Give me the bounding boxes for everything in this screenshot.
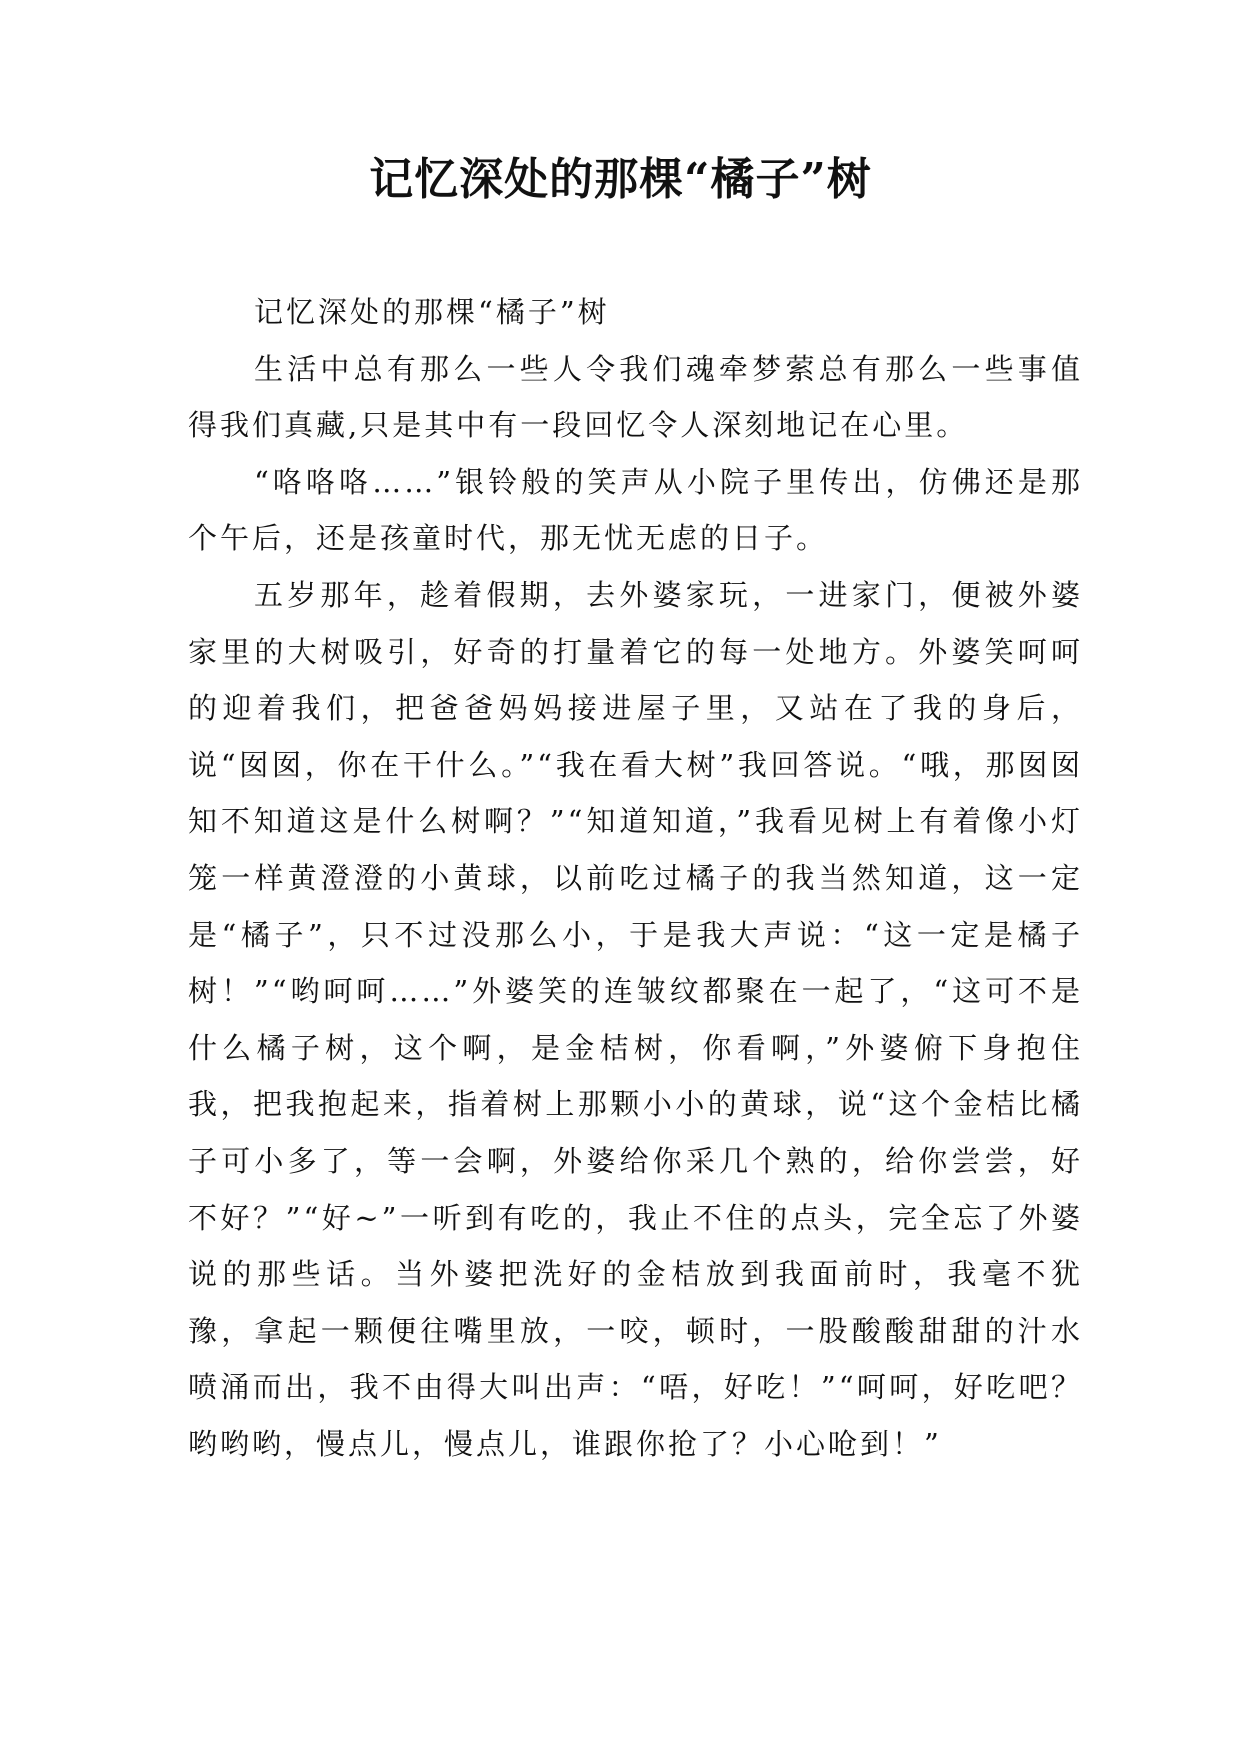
document-title: 记忆深处的那棵“橘子”树 <box>369 154 872 205</box>
paragraph-subtitle: 记忆深处的那棵“橘子”树 <box>254 295 610 329</box>
paragraph-laughter: “咯咯咯……”银铃般的笑声从小院子里传出，仿佛还是那个午后，还是孩童时代，那无忧无虑的日子。 <box>188 464 1083 556</box>
paragraph-intro: 生活中总有那么一些人令我们魂牵梦萦总有那么一些事值得我们真藏,只是其中有一段回忆令人深刻地记在心里。 <box>188 351 1083 443</box>
document-body <box>188 284 1083 1472</box>
paragraph-story: 五岁那年，趁着假期，去外婆家玩，一进家门，便被外婆家里的大树吸引，好奇的打量着它的每一处地方。外婆笑呵呵的迎着我们，把爸爸妈妈接进屋子里，又站在了我的身后，说“囡囡，你在干什么。”“我在看大树”我回答说。“哦，那囡囡知不知道这是什么树啊？”“知道知道，”我看见树上有着像小灯笼一样黄澄澄的小黄球，以前吃过橘子的我当然知道，这一定是“橘子”，只不过没那么小，于是我大声说：“这一定是橘子树！”“哟呵呵……”外婆笑的连皱纹都聚在一起了，“这可不是什么橘子树，这个啊，是金桔树，你看啊，”外婆俯下身抱住我，把我抱起来，指着树上那颗小小的黄球，说“这个金桔比橘子可小多了，等一会啊，外婆给你采几个熟的，给你尝尝，好不好？”“好~”一听到有吃的，我止不住的点头，完全忘了外婆说的那些话。当外婆把洗好的金桔放到我面前时，我毫不犹豫，拿起一颗便往嘴里放，一咬，顿时，一股酸酸甜甜的汁水喷涌而出，我不由得大叫出声：“唔，好吃！”“呵呵，好吃吧？哟哟哟，慢点儿，慢点儿，谁跟你抢了？小心呛到！” <box>188 577 1083 1461</box>
